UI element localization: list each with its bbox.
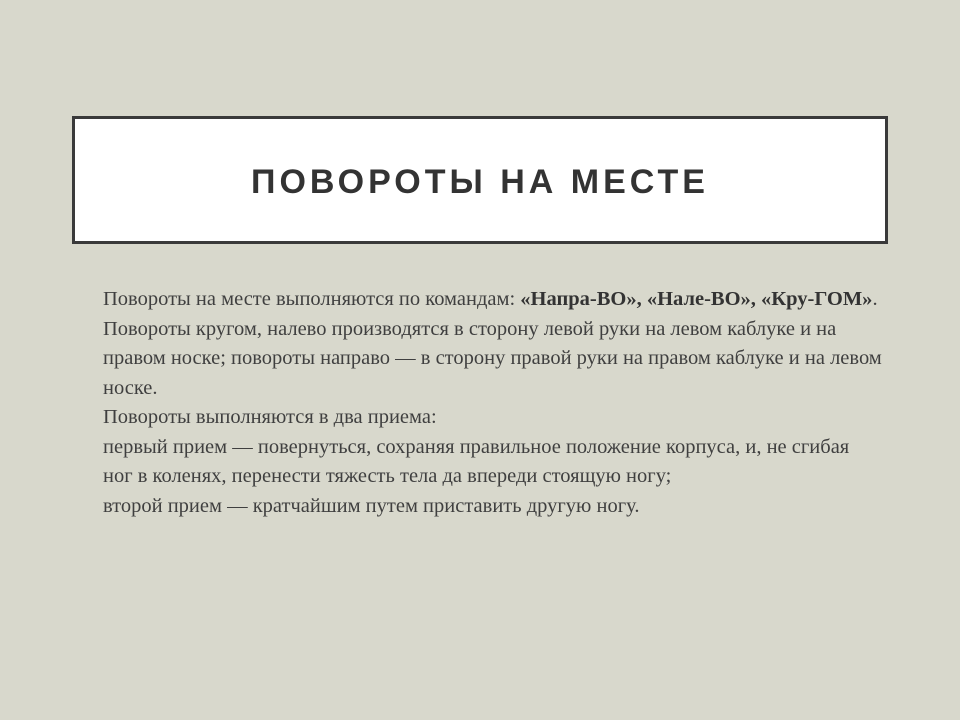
commands-intro: Повороты на месте выполняются по командам:	[103, 288, 521, 310]
paragraph-two-steps: Повороты выполняются в два приема:	[103, 406, 437, 428]
paragraph-commands	[103, 285, 883, 315]
title-box	[72, 116, 888, 244]
slide-title: ПОВОРОТЫ НА МЕСТЕ	[251, 162, 709, 201]
slide-body	[103, 285, 883, 521]
commands-list: «Напра-ВО», «Нале-ВО», «Кру-ГОМ»	[520, 288, 873, 310]
paragraph-directions: Повороты кругом, налево производятся в сторону левой руки на левом каблуке и на правом носке; повороты направо — в сторону правой руки на правом каблуке и на левом носке.	[103, 317, 882, 399]
commands-period: .	[872, 288, 878, 310]
paragraph-first-step: первый прием — повернуться, сохраняя правильное положение корпуса, и, не сгибая ног в коленях, перенести тяжесть тела да впереди стоящую ногу;	[103, 435, 850, 487]
paragraph-second-step: второй прием — кратчайшим путем приставить другую ногу.	[103, 494, 640, 517]
